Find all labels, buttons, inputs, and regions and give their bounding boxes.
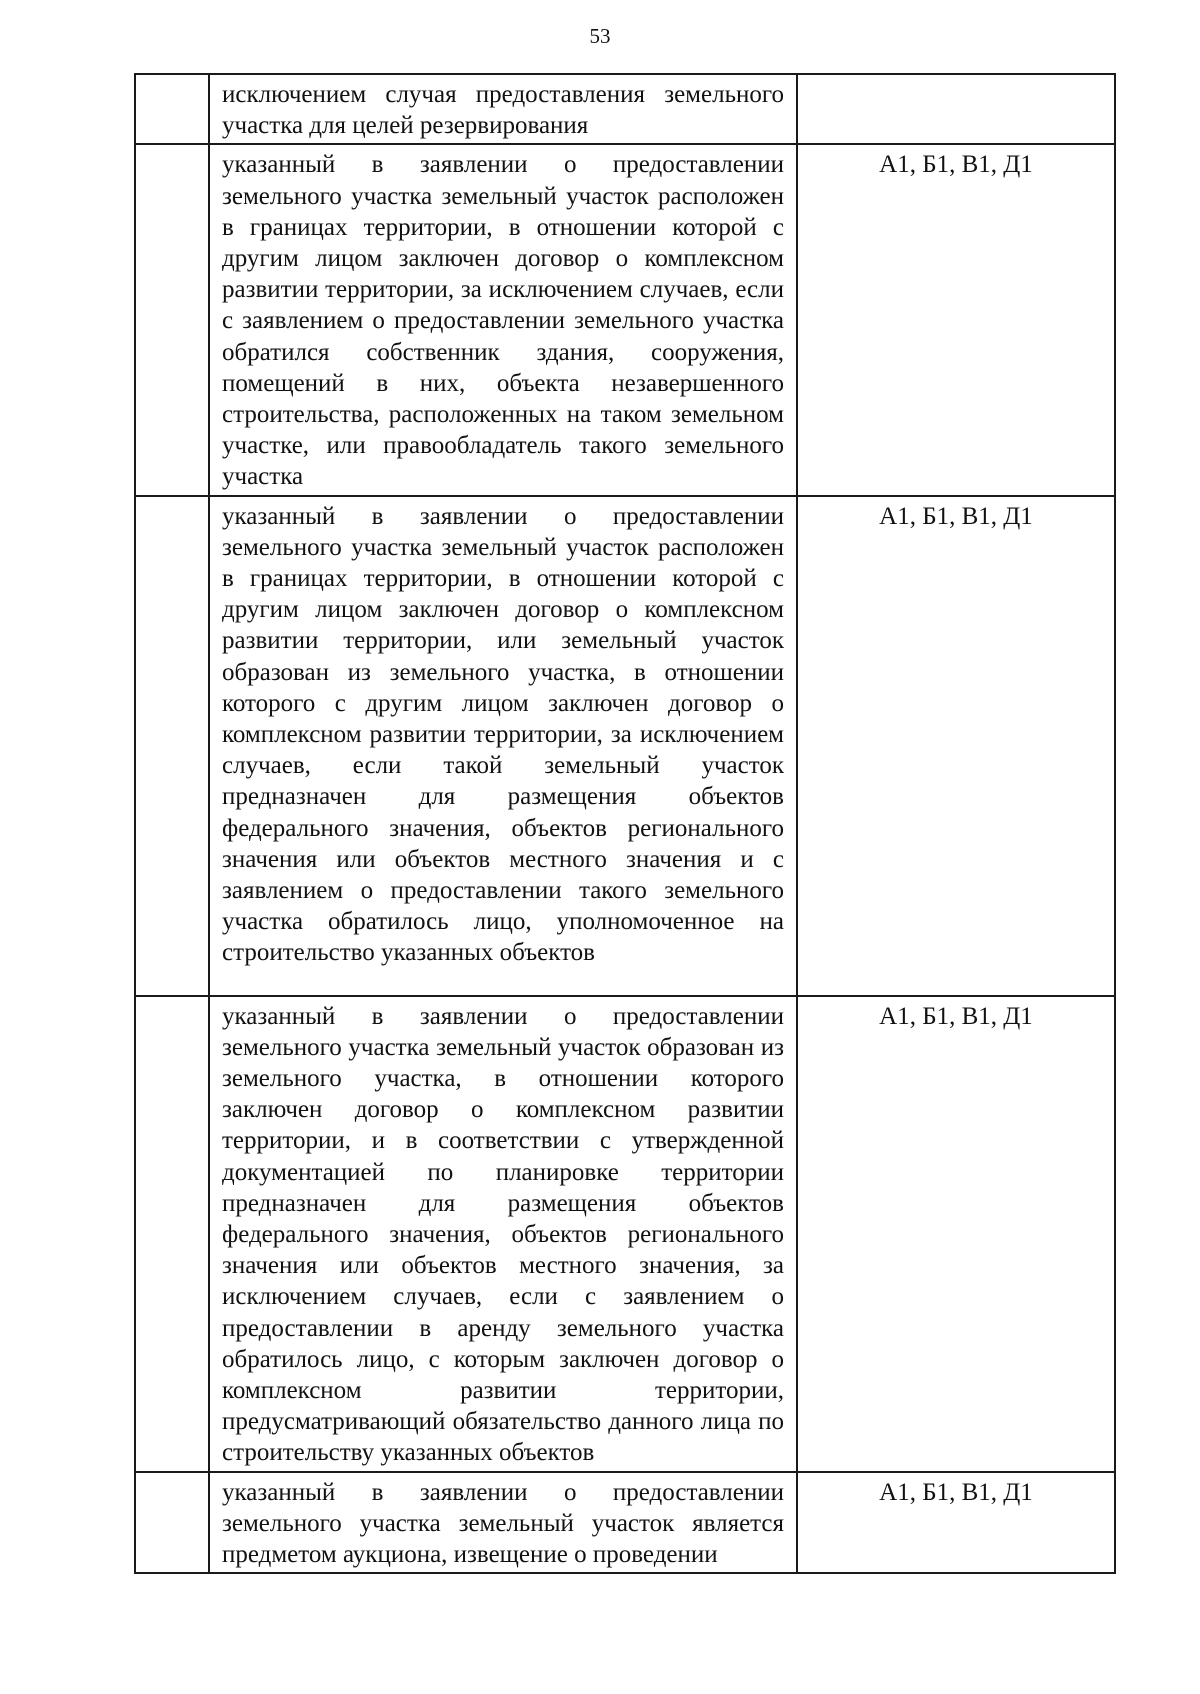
codes-text: А1, Б1, В1, Д1 <box>879 502 1033 530</box>
condition-text: указанный в заявлении о предоставлении земельного участка земельный участок является предметом аукциона, извещение о проведении <box>222 1478 784 1569</box>
condition-text: исключением случая предоставления земельного участка для целей резервирования <box>222 81 784 140</box>
condition-cell <box>209 74 797 144</box>
condition-cell <box>209 144 797 495</box>
codes-text: А1, Б1, В1, Д1 <box>879 1002 1033 1030</box>
condition-cell <box>209 1472 797 1574</box>
codes-text <box>798 75 1114 81</box>
row-number-cell <box>135 144 209 495</box>
condition-text: указанный в заявлении о предоставлении земельного участка земельный участок расположен в границах территории, в отношении которой с другим лицом заключен договор о комплексном развитии территории, или земельный участок образован из земельного участка, в отношении которого с другим лицом заключен договор о комплексном развитии территории, за исключением случаев, если такой земельный участок предназначен для размещения объектов федерального значения, объектов регионального значения или объектов местного значения и с заявлением о предоставлении такого земельного участка обратилось лицо, уполномоченное на строительство указанных объектов <box>222 502 784 967</box>
condition-cell <box>209 996 797 1472</box>
page-number: 53 <box>589 24 611 48</box>
row-number-cell <box>135 996 209 1472</box>
codes-cell <box>797 144 1115 495</box>
table-row <box>135 144 1115 495</box>
table-row <box>135 1472 1115 1574</box>
row-number-cell <box>135 1472 209 1574</box>
row-number-cell <box>135 74 209 144</box>
codes-cell <box>797 496 1115 996</box>
condition-text: указанный в заявлении о предоставлении земельного участка земельный участок расположен в границах территории, в отношении которой с другим лицом заключен договор о комплексном развитии территории, за исключением случаев, если с заявлением о предоставлении земельного участка обратился собственник здания, сооружения, помещений в них, объекта незавершенного строительства, расположенных на таком земельном участке, или правообладатель такого земельного участка <box>222 151 784 491</box>
condition-cell <box>209 496 797 996</box>
table-row <box>135 74 1115 144</box>
table-row <box>135 996 1115 1472</box>
codes-cell <box>797 74 1115 144</box>
row-number-cell <box>135 496 209 996</box>
codes-cell <box>797 1472 1115 1574</box>
table-row <box>135 496 1115 996</box>
codes-text: А1, Б1, В1, Д1 <box>879 1478 1033 1506</box>
requirements-table <box>134 73 1116 1574</box>
condition-text: указанный в заявлении о предоставлении земельного участка земельный участок образован из земельного участка, в отношении которого заключен договор о комплексном развитии территории, и в соответствии с утвержденной документацией по планировке территории предназначен для размещения объектов федерального значения, объектов регионального значения или объектов местного значения, за исключением случаев, если с заявлением о предоставлении в аренду земельного участка обратилось лицо, с которым заключен договор о комплексном развитии территории, предусматривающий обязательство данного лица по строительству указанных объектов <box>222 1002 784 1467</box>
codes-cell <box>797 996 1115 1472</box>
codes-text: А1, Б1, В1, Д1 <box>879 151 1033 179</box>
